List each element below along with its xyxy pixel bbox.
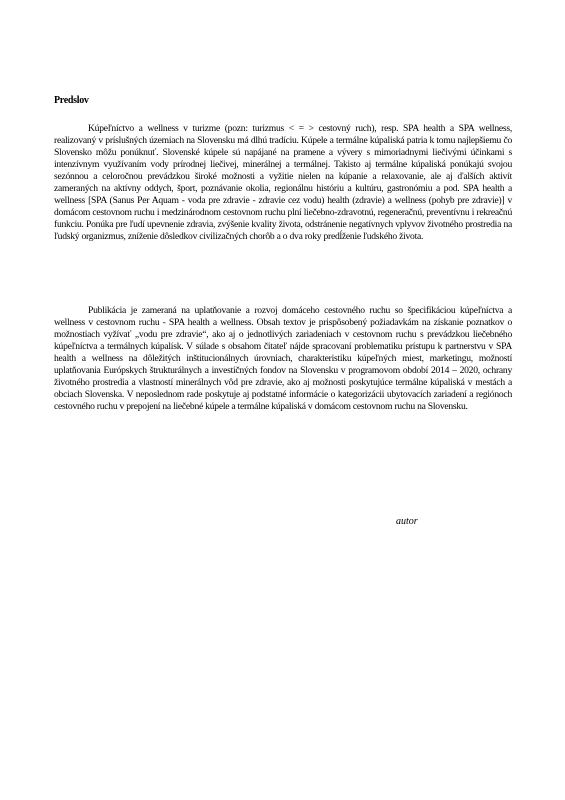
paragraph-1: Kúpeľníctvo a wellness v turizme (pozn: turizmus < = > cestovný ruch), resp. SPA health a SPA wellness, realizovaný v príslušných územiach na Slovensku má dlhú tradíciu. Kúpele a termálne kúpaliská patria k tomu najlepšiemu čo Slovensko môžu ponúknuť. Slovenské kúpele sú napájané na pramene a vývery s mimoriadnymi liečivými účinkami s intenzívnym využívaním vody prírodnej liečivej, minerálnej a termálnej. Takisto aj termálne kúpaliská ponúkajú svojou sezónnou a celoročnou prevádzkou široké možnosti a vyžitie nielen na kúpanie a relaxovanie, ale aj ďalších aktivít zameraných na aktívny oddych, šport, poznávanie okolia, regionálnu históriu a kultúru, gastronómiu a pod. SPA health a wellness [SPA (Sanus Per Aquam - voda pre zdravie - zdravie cez vodu) health (zdravie) a wellness (pohyb pre zdravie)] v domácom cestovnom ruchu i medzinárodnom cestovnom ruchu plní liečebno-zdravotnú, regeneračnú, preventívnu i rekreačnú funkciu. Ponúka pre ľudí upevnenie zdravia, zvýšenie kvality života, odstránenie negatívnych vplyvov životného prostredia na ľudský organizmus, zníženie dôsledkov civilizačných chorôb a o dva roky predĺženie ľudského života. [54, 123, 512, 243]
author-signature: autor [396, 516, 418, 527]
page-title: Predslov [54, 95, 89, 106]
paragraph-2: Publikácia je zameraná na uplatňovanie a rozvoj domáceho cestovného ruchu so špecifikáciou kúpeľníctva a wellness v cestovnom ruchu - SPA health a wellness. Obsah textov je prispôsobený požiadavkám na získanie poznatkov o možnostiach vyžívať „vodu pre zdravie“, ako aj o jednotlivých zariadeniach v cestovnom ruchu s prevádzkou liečebného kúpeľníctva a termálnych kúpalísk. V súlade s obsahom čitateľ nájde spracovaní problematiku prístupu k partnerstvu v SPA health a wellness na dôležitých inštitucionálnych úrovniach, charakteristiku kúpeľných miest, marketingu, možností uplatňovania Európskych štrukturálnych a investičných fondov na Slovensku v programovom období 2014 – 2020, ochrany životného prostredia a vlastností minerálnych vôd pre zdravie, ako aj možnosti poskytujúce termálne kúpaliská v mestách a obciach Slovenska. V neposlednom rade poskytuje aj podstatné informácie o kategorizácii ubytovacích zariadení a regiónoch cestovného ruchu v prepojení na liečebné kúpele a termálne kúpaliská v domácom cestovnom ruchu na Slovensku. [54, 305, 512, 413]
